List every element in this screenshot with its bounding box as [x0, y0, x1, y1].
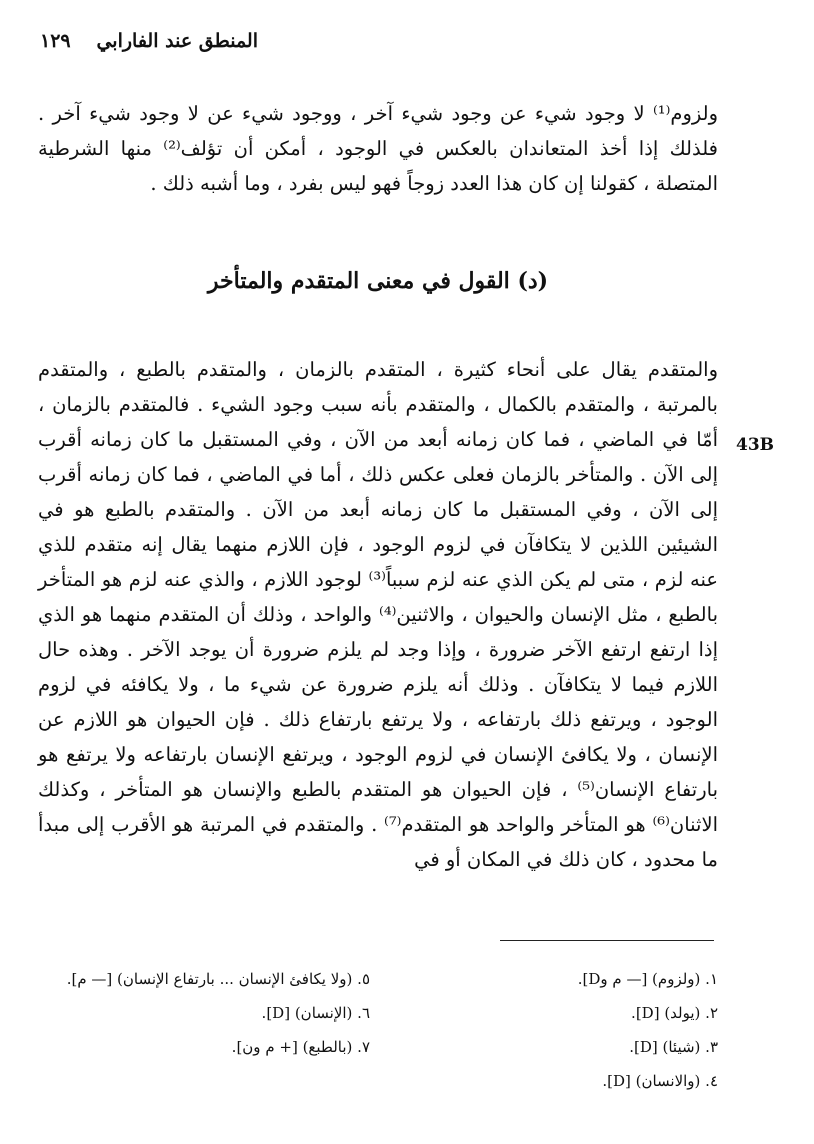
footnotes-left-column — [20, 962, 370, 1064]
margin-reference: 43B — [736, 435, 775, 455]
footnote-item: ٢. (يولد) [D]. — [631, 1004, 718, 1022]
footnote-item: ١. (ولزوم) [— م وD]. — [577, 970, 718, 988]
footnote-divider — [500, 940, 714, 941]
footnote-item: ٤. (والانسان) [D]. — [602, 1072, 718, 1090]
main-paragraph: والمتقدم يقال على أنحاء كثيرة ، المتقدم بالزمان ، والمتقدم بالطبع ، والمتقدم بالمرتبة ، والمتقدم بالكمال ، والمتقدم بأنه سبب وجود الشيء . فالمتقدم بالزمان ، أمّا في الماضي ، فما كان زمانه أبعد من الآن ، وفي المستقبل ما كان زمانه أقرب إلى الآن . والمتأخر بالزمان فعلى عكس ذلك ، أما في الماضي ، فما كان زمانه أقرب إلى الآن ، وفي المستقبل ما كان زمانه أبعد من الآن . والمتقدم بالطبع هو في الشيئين اللذين لا يتكافآن في لزوم الوجود ، فإن اللازم منهما يقال إنه متقدم للذي عنه لزم ، متى لم يكن الذي عنه لزم سبباً⁽³⁾ لوجود اللازم ، والذي عنه لزم هو المتأخر بالطبع ، مثل الإنسان والحيوان ، والاثنين⁽⁴⁾ والواحد ، وذلك أن المتقدم منهما هو الذي إذا ارتفع ارتفع الآخر ضرورة ، وإذا وجد لم يلزم ضرورة أن يوجد الآخر . وهذه حال اللازم فيما لا يتكافآن . وذلك أنه يلزم ضرورة عن شيء ما ، ولا يكافئه في لزوم الوجود ، ويرتفع ذلك بارتفاعه ، ولا يرتفع بارتفاع ذلك . فإن الحيوان هو اللازم عن الإنسان ، ولا يكافئ الإنسان في لزوم الوجود ، ويرتفع الإنسان بارتفاعه ولا يرتفع هو بارتفاع الإنسان⁽⁵⁾ ، فإن الحيوان هو المتقدم بالطبع والإنسان هو المتأخر ، وكذلك الاثنان⁽⁶⁾ هو المتأخر والواحد هو المتقدم⁽⁷⁾ . والمتقدم في المرتبة هو الأقرب إلى مبدأ ما محدود ، كان ذلك في المكان أو في — [38, 358, 719, 871]
header-title: المنطق عند الفارابي — [96, 30, 258, 52]
footnote-item: ٦. (الإنسان) [D]. — [261, 1004, 370, 1022]
page-number: ١٢٩ — [40, 30, 71, 52]
footnotes-right-column — [448, 962, 718, 1098]
intro-paragraph: ولزوم⁽¹⁾ لا وجود شيء عن وجود شيء آخر ، ووجود شيء عن لا وجود شيء آخر . فلذلك إذا أخذ المتعاندان بالعكس في الوجود ، أمكن أن تؤلف⁽²⁾ منها الشرطية المتصلة ، كقولنا إن كان هذا العدد زوجاً فهو ليس بفرد ، وما أشبه ذلك . — [38, 102, 718, 195]
running-header — [40, 30, 258, 52]
footnote-item: ٥. (ولا يكافئ الإنسان ... بارتفاع الإنسان) [— م]. — [66, 970, 370, 988]
footnote-item: ٣. (شيئا) [D]. — [629, 1038, 718, 1056]
section-heading: (د) القول في معنى المتقدم والمتأخر — [207, 268, 549, 294]
footnote-item: ٧. (بالطبع) [+ م ون]. — [231, 1038, 370, 1056]
